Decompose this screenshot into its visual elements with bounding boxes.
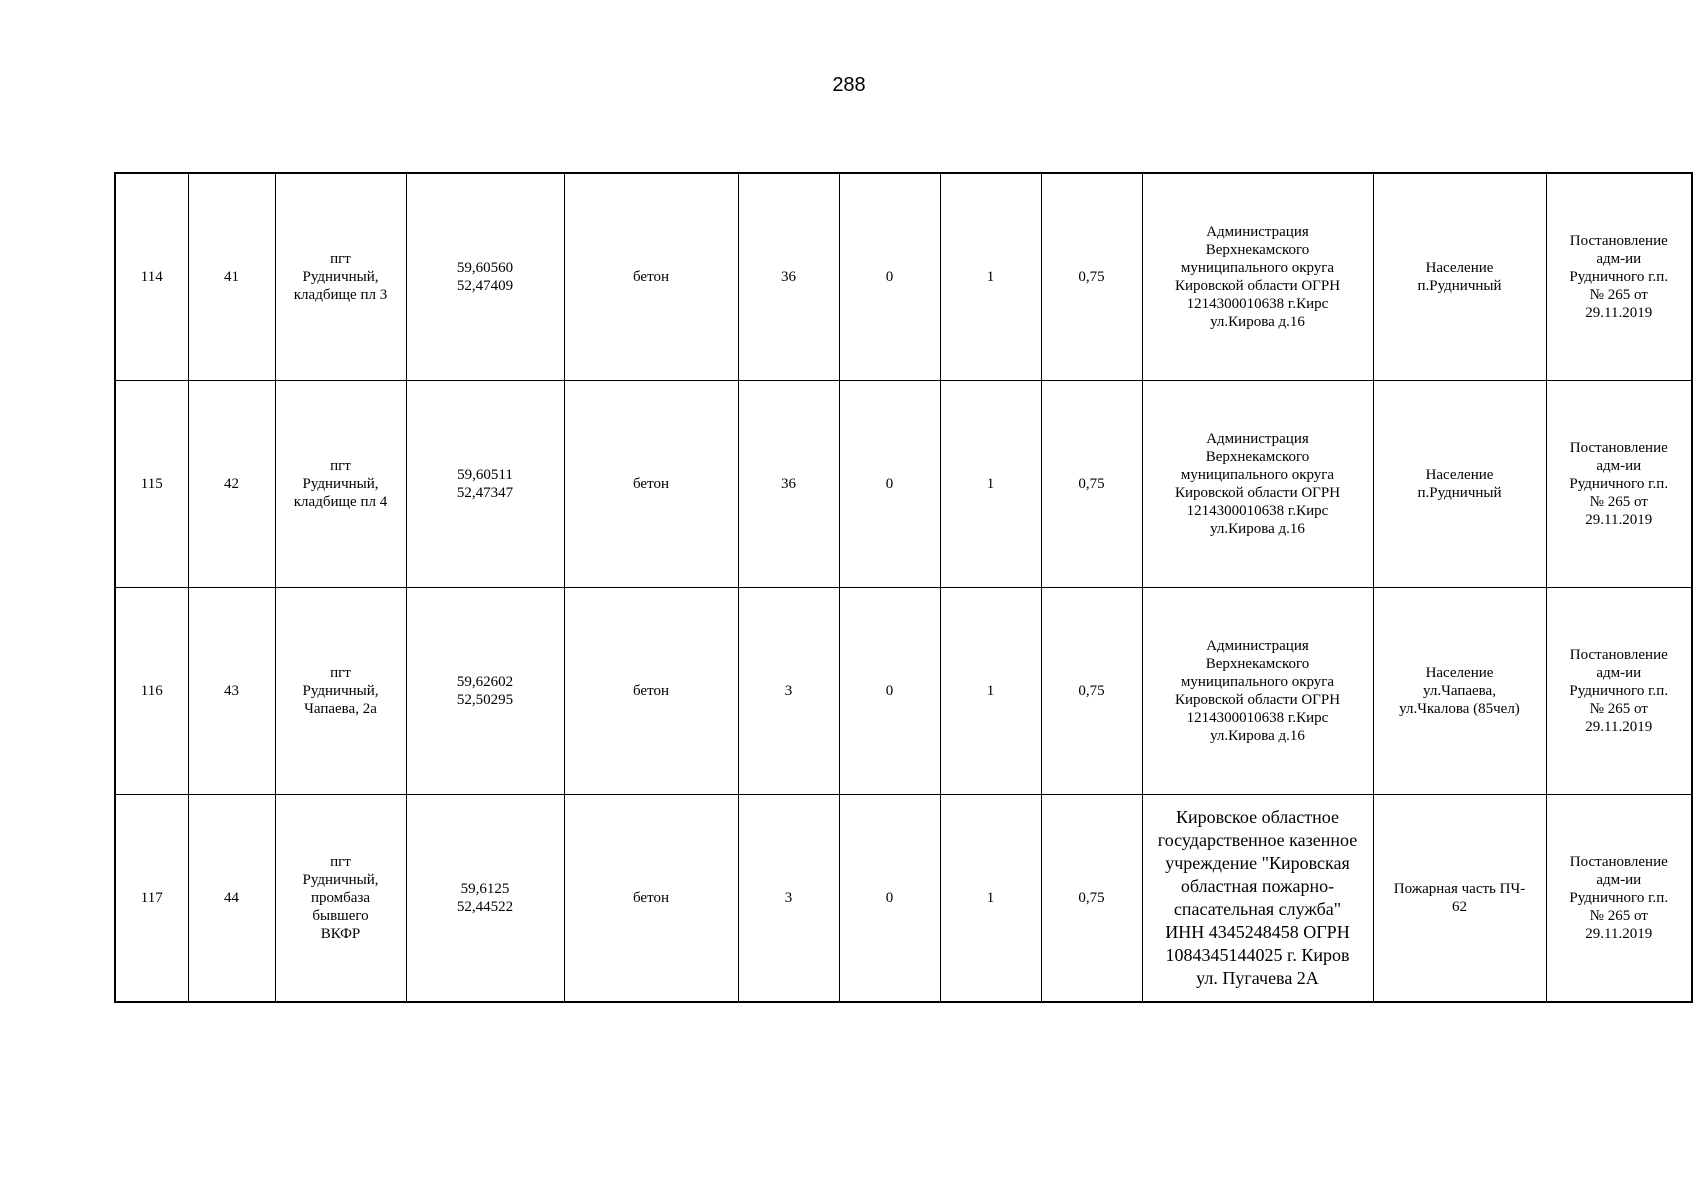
cell-containers-count: 1 (940, 795, 1041, 1003)
cell-owner: Кировское областное государственное казенное учреждение "Кировская областная пожарно- спасательная служба" ИНН 4345248458 ОГРН 1084345144025 г. Киров ул. Пугачева 2А (1142, 795, 1373, 1003)
cell-surface: бетон (564, 795, 738, 1003)
cell-containers-count: 1 (940, 173, 1041, 381)
cell-num: 117 (115, 795, 188, 1003)
cell-containers-count: 1 (940, 381, 1041, 588)
cell-volume: 0,75 (1041, 173, 1142, 381)
cell-basis: Постановление адм-ии Рудничного г.п. № 265 от 29.11.2019 (1546, 173, 1692, 381)
cell-sub-num: 42 (188, 381, 275, 588)
table-row (115, 588, 1692, 795)
cell-location: пгт Рудничный, кладбище пл 4 (275, 381, 406, 588)
cell-containers-count: 1 (940, 588, 1041, 795)
cell-owner: Администрация Верхнекамского муниципального округа Кировской области ОГРН 1214300010638 г.Кирс ул.Кирова д.16 (1142, 588, 1373, 795)
cell-coords: 59,6125 52,44522 (406, 795, 564, 1003)
cell-location: пгт Рудничный, промбаза бывшего ВКФР (275, 795, 406, 1003)
cell-coords: 59,62602 52,50295 (406, 588, 564, 795)
cell-num: 115 (115, 381, 188, 588)
cell-volume: 0,75 (1041, 795, 1142, 1003)
cell-coords: 59,60560 52,47409 (406, 173, 564, 381)
cell-num: 114 (115, 173, 188, 381)
cell-surface: бетон (564, 173, 738, 381)
cell-sources: Пожарная часть ПЧ- 62 (1373, 795, 1546, 1003)
cell-sources: Население п.Рудничный (1373, 173, 1546, 381)
cell-containers-planned: 0 (839, 173, 940, 381)
cell-basis: Постановление адм-ии Рудничного г.п. № 265 от 29.11.2019 (1546, 795, 1692, 1003)
table-row (115, 795, 1692, 1003)
cell-basis: Постановление адм-ии Рудничного г.п. № 265 от 29.11.2019 (1546, 588, 1692, 795)
cell-surface: бетон (564, 381, 738, 588)
cell-area: 36 (738, 173, 839, 381)
cell-sources: Население ул.Чапаева, ул.Чкалова (85чел) (1373, 588, 1546, 795)
cell-containers-planned: 0 (839, 588, 940, 795)
cell-basis: Постановление адм-ии Рудничного г.п. № 265 от 29.11.2019 (1546, 381, 1692, 588)
table-row (115, 173, 1692, 381)
cell-location: пгт Рудничный, Чапаева, 2а (275, 588, 406, 795)
cell-sub-num: 43 (188, 588, 275, 795)
cell-num: 116 (115, 588, 188, 795)
cell-sub-num: 44 (188, 795, 275, 1003)
cell-owner: Администрация Верхнекамского муниципального округа Кировской области ОГРН 1214300010638 г.Кирс ул.Кирова д.16 (1142, 173, 1373, 381)
page-number: 288 (832, 74, 866, 96)
cell-sources: Население п.Рудничный (1373, 381, 1546, 588)
cell-area: 3 (738, 588, 839, 795)
waste-sites-table (114, 172, 1693, 1003)
cell-area: 3 (738, 795, 839, 1003)
cell-volume: 0,75 (1041, 588, 1142, 795)
cell-coords: 59,60511 52,47347 (406, 381, 564, 588)
cell-owner: Администрация Верхнекамского муниципального округа Кировской области ОГРН 1214300010638 г.Кирс ул.Кирова д.16 (1142, 381, 1373, 588)
cell-location: пгт Рудничный, кладбище пл 3 (275, 173, 406, 381)
cell-containers-planned: 0 (839, 381, 940, 588)
cell-volume: 0,75 (1041, 381, 1142, 588)
table-row (115, 381, 1692, 588)
cell-containers-planned: 0 (839, 795, 940, 1003)
cell-sub-num: 41 (188, 173, 275, 381)
cell-area: 36 (738, 381, 839, 588)
cell-surface: бетон (564, 588, 738, 795)
